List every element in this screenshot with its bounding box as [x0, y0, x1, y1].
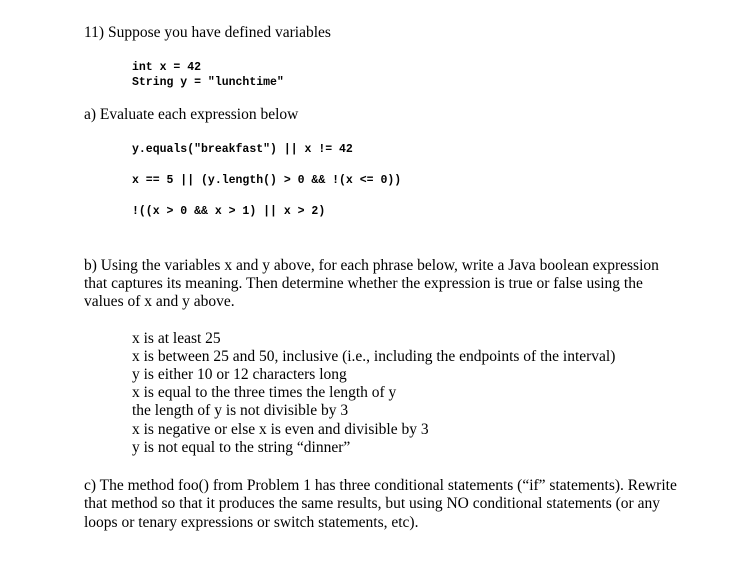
phrase-item: y is either 10 or 12 characters long: [132, 366, 347, 383]
part-b-intro-line: values of x and y above.: [84, 293, 235, 310]
phrase-item: the length of y is not divisible by 3: [132, 402, 349, 419]
phrase-item: x is between 25 and 50, inclusive (i.e., including the endpoints of the interval): [132, 348, 616, 365]
part-a-heading: a) Evaluate each expression below: [84, 106, 299, 123]
part-c-line: loops or tenary expressions or switch statements, etc).: [84, 514, 419, 531]
part-c-line: c) The method foo() from Problem 1 has three conditional statements (“if” statements). Rewrite: [84, 477, 677, 494]
expression-1: y.equals("breakfast") || x != 42: [132, 143, 353, 156]
code-decl-int: int x = 42: [132, 61, 202, 74]
part-c-line: that method so that it produces the same results, but using NO conditional statements (or any: [84, 495, 660, 512]
phrase-item: x is negative or else x is even and divisible by 3: [132, 421, 429, 438]
expression-3: !((x > 0 && x > 1) || x > 2): [132, 205, 326, 218]
phrase-item: y is not equal to the string “dinner”: [132, 439, 351, 456]
question-title: 11) Suppose you have defined variables: [84, 24, 331, 41]
expression-2: x == 5 || (y.length() > 0 && !(x <= 0)): [132, 174, 402, 187]
phrase-item: x is at least 25: [132, 330, 221, 347]
part-b-intro-line: b) Using the variables x and y above, for each phrase below, write a Java boolean expression: [84, 257, 659, 274]
code-decl-string: String y = "lunchtime": [132, 76, 284, 89]
part-b-intro-line: that captures its meaning. Then determine whether the expression is true or false using the: [84, 275, 643, 292]
phrase-item: x is equal to the three times the length of y: [132, 384, 397, 401]
